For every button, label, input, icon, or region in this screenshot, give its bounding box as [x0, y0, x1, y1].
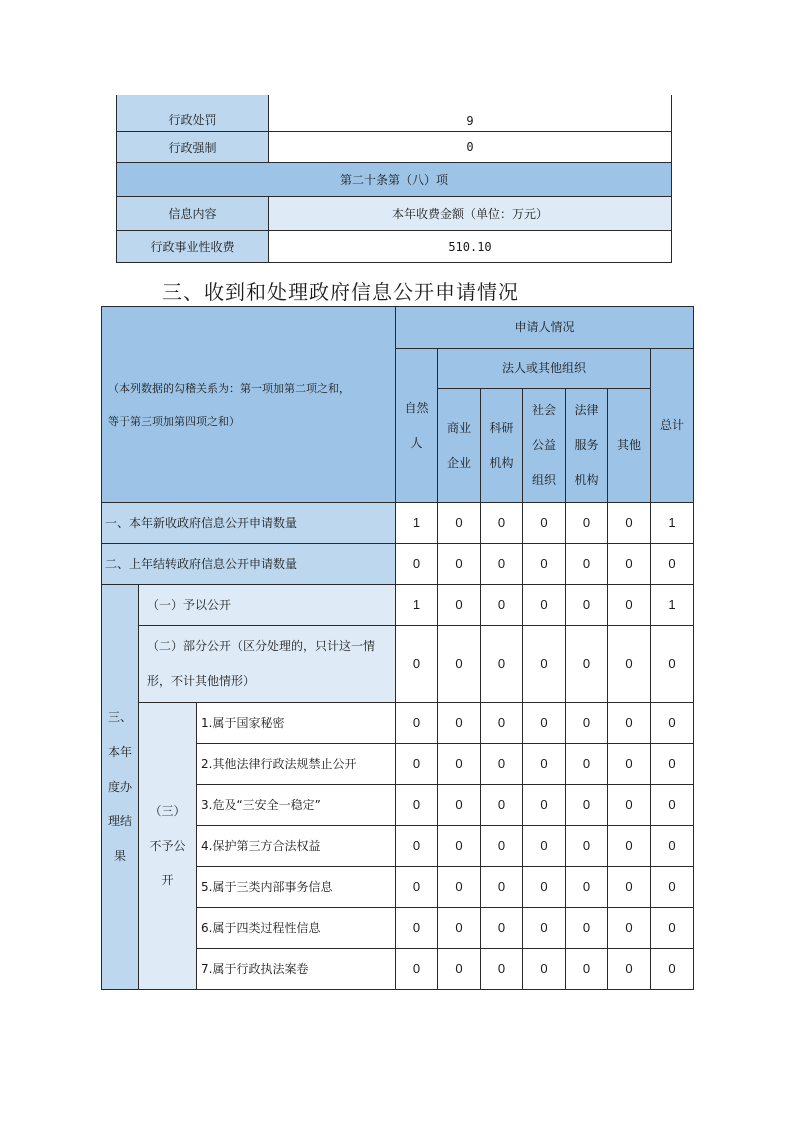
- row-label: 4.保护第三方合法权益: [197, 826, 396, 867]
- value-cell: 0: [566, 867, 608, 908]
- entity-column-public-welfare: 社会公益组织: [523, 389, 566, 503]
- value-cell: 0: [608, 703, 651, 744]
- value-cell: 0: [481, 785, 523, 826]
- entity-column-legal-service: 法律服务机构: [566, 389, 608, 503]
- value-cell: 0: [566, 908, 608, 949]
- value-cell: 0: [396, 785, 438, 826]
- value-cell: 0: [651, 744, 694, 785]
- value-cell: 0: [651, 626, 694, 703]
- value-cell: 0: [481, 826, 523, 867]
- fee-value: 510.10: [269, 231, 672, 263]
- row-label: 行政强制: [117, 132, 269, 163]
- value-cell: 0: [651, 544, 694, 585]
- value-cell: 0: [608, 744, 651, 785]
- row-label: 3.危及“三安全一稳定”: [197, 785, 396, 826]
- value-cell: 0: [438, 785, 481, 826]
- no-disclose-label: （三）不予公开: [139, 703, 197, 990]
- value-cell: 0: [523, 544, 566, 585]
- value-cell: 0: [566, 744, 608, 785]
- section-header: 第二十条第（八）项: [117, 163, 672, 197]
- value-cell: 0: [566, 785, 608, 826]
- row-label: 二、上年结转政府信息公开申请数量: [102, 544, 396, 585]
- note-line-2: 等于第三项加第四项之和）: [108, 414, 240, 428]
- row-label: 一、本年新收政府信息公开申请数量: [102, 503, 396, 544]
- value-cell: 0: [438, 867, 481, 908]
- value-cell: 0: [566, 703, 608, 744]
- value-cell: 1: [651, 585, 694, 626]
- value-cell: 0: [438, 949, 481, 990]
- value-cell: 0: [396, 826, 438, 867]
- value-cell: 0: [396, 867, 438, 908]
- value-cell: 0: [438, 744, 481, 785]
- value-cell: 0: [651, 867, 694, 908]
- value-cell: 0: [396, 626, 438, 703]
- value-cell: 0: [608, 908, 651, 949]
- header-row: [102, 307, 694, 349]
- legal-entity-header: 法人或其他组织: [438, 349, 651, 389]
- value-cell: 0: [566, 544, 608, 585]
- value-cell: 1: [651, 503, 694, 544]
- section-heading: 三、收到和处理政府信息公开申请情况: [162, 280, 519, 304]
- value-cell: 0: [651, 949, 694, 990]
- value-cell: 0: [481, 867, 523, 908]
- value-cell: 0: [438, 826, 481, 867]
- value-cell: 0: [523, 908, 566, 949]
- row-label: （二）部分公开（区分处理的，只计这一情形，不计其他情形）: [139, 626, 396, 703]
- row-label: 7.属于行政执法案卷: [197, 949, 396, 990]
- value-cell: 0: [608, 826, 651, 867]
- disclosure-application-table: [101, 306, 694, 990]
- value-cell: 0: [523, 626, 566, 703]
- table-row: [102, 503, 694, 544]
- value-cell: 0: [523, 785, 566, 826]
- value-cell: 0: [523, 703, 566, 744]
- value-cell: 0: [608, 503, 651, 544]
- value-cell: 0: [651, 826, 694, 867]
- value-cell: 0: [396, 908, 438, 949]
- result-group-label: 三、本年度办理结果: [102, 585, 139, 990]
- value-cell: 0: [523, 744, 566, 785]
- fee-header-row: [117, 197, 672, 231]
- value-cell: 0: [481, 703, 523, 744]
- value-cell: 0: [566, 626, 608, 703]
- value-cell: 0: [481, 503, 523, 544]
- table-row: [102, 626, 694, 703]
- applicant-header: 申请人情况: [396, 307, 694, 349]
- row-label: 2.其他法律行政法规禁止公开: [197, 744, 396, 785]
- row-label: 5.属于三类内部事务信息: [197, 867, 396, 908]
- table-row: [102, 585, 694, 626]
- row-label: （一）予以公开: [139, 585, 396, 626]
- value-cell: 0: [396, 744, 438, 785]
- entity-column-research: 科研机构: [481, 389, 523, 503]
- fee-header-label: 信息内容: [117, 197, 269, 231]
- row-label: 行政处罚: [117, 95, 269, 132]
- table-row: [102, 544, 694, 585]
- value-cell: 0: [523, 867, 566, 908]
- fee-header-value: 本年收费金额（单位：万元）: [269, 197, 672, 231]
- total-header: 总计: [651, 349, 694, 503]
- value-cell: 0: [481, 949, 523, 990]
- value-cell: 0: [566, 826, 608, 867]
- value-cell: 0: [608, 626, 651, 703]
- value-cell: 0: [608, 785, 651, 826]
- value-cell: 0: [481, 626, 523, 703]
- note-cell: [102, 307, 396, 503]
- value-cell: 0: [608, 585, 651, 626]
- value-cell: 0: [396, 703, 438, 744]
- table-row: [117, 132, 672, 163]
- entity-column-commercial: 商业企业: [438, 389, 481, 503]
- table-row: [102, 703, 694, 744]
- table-row: [117, 95, 672, 132]
- value-cell: 0: [481, 544, 523, 585]
- note-line-1: （本列数据的勾稽关系为：第一项加第二项之和，: [108, 381, 350, 395]
- value-cell: 0: [566, 503, 608, 544]
- entity-column-other: 其他: [608, 389, 651, 503]
- fee-row: [117, 231, 672, 263]
- value-cell: 0: [608, 949, 651, 990]
- value-cell: 0: [651, 785, 694, 826]
- value-cell: 0: [608, 867, 651, 908]
- row-value: 0: [269, 132, 672, 163]
- value-cell: 0: [438, 585, 481, 626]
- value-cell: 1: [396, 585, 438, 626]
- natural-person-header: 自然人: [396, 349, 438, 503]
- value-cell: 0: [438, 908, 481, 949]
- fee-and-enforcement-table: [116, 95, 672, 263]
- row-label: 1.属于国家秘密: [197, 703, 396, 744]
- value-cell: 0: [523, 949, 566, 990]
- value-cell: 0: [651, 908, 694, 949]
- value-cell: 0: [438, 544, 481, 585]
- value-cell: 0: [481, 908, 523, 949]
- row-value: 9: [269, 95, 672, 132]
- value-cell: 0: [438, 503, 481, 544]
- fee-label: 行政事业性收费: [117, 231, 269, 263]
- value-cell: 0: [481, 744, 523, 785]
- value-cell: 0: [523, 585, 566, 626]
- value-cell: 0: [523, 503, 566, 544]
- value-cell: 0: [566, 949, 608, 990]
- value-cell: 0: [396, 544, 438, 585]
- value-cell: 1: [396, 503, 438, 544]
- value-cell: 0: [608, 544, 651, 585]
- value-cell: 0: [651, 703, 694, 744]
- value-cell: 0: [566, 585, 608, 626]
- value-cell: 0: [438, 626, 481, 703]
- value-cell: 0: [481, 585, 523, 626]
- row-label: 6.属于四类过程性信息: [197, 908, 396, 949]
- section-header-row: [117, 163, 672, 197]
- value-cell: 0: [438, 703, 481, 744]
- value-cell: 0: [523, 826, 566, 867]
- value-cell: 0: [396, 949, 438, 990]
